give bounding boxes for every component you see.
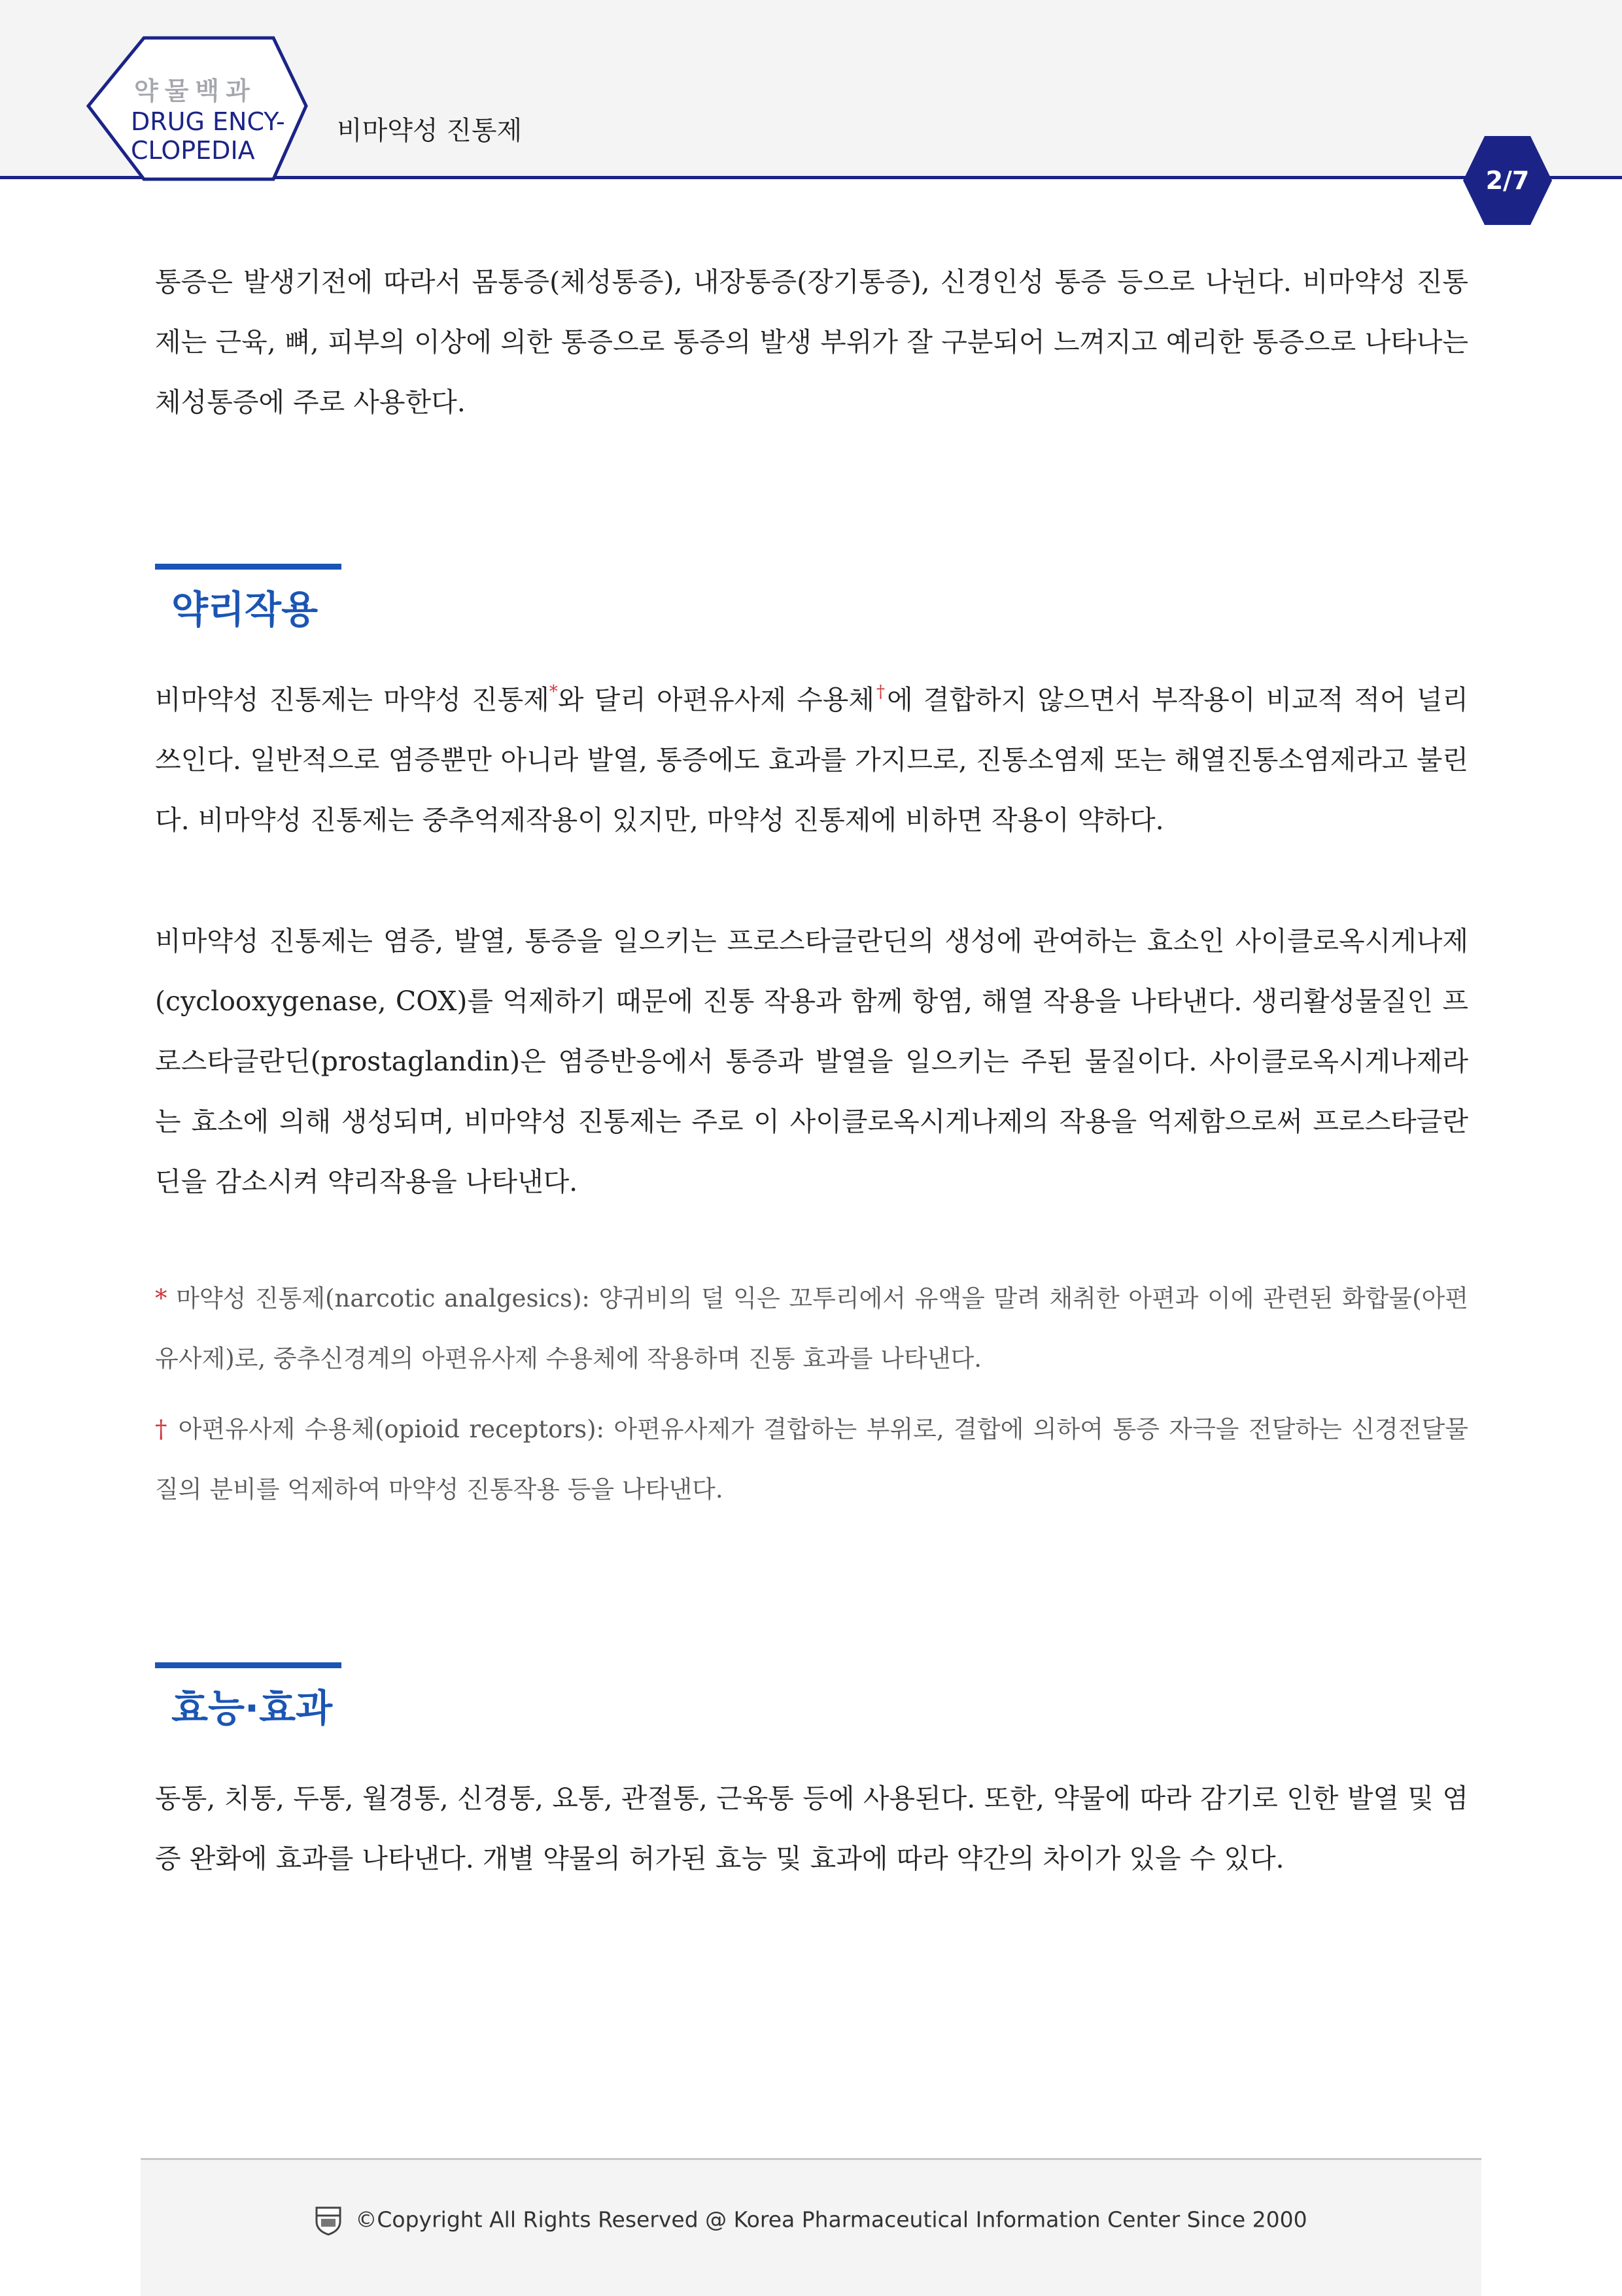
efficacy-paragraph: 동통, 치통, 두통, 월경통, 신경통, 요통, 관절통, 근육통 등에 사용된다. 또한, 약물에 따라 감기로 인한 발열 및 염증 완화에 효과를 나타낸다. 개별 약물의 허가된 효능 및 효과에 따라 약간의 차이가 있을 수 있다. [155, 1783, 1468, 1874]
kpic-shield-icon [315, 2206, 342, 2236]
footer-copyright: ©Copyright All Rights Reserved @ Korea Pharmaceutical Information Center Since 2000 [355, 2206, 1307, 2233]
footnote-opioid [155, 1399, 1468, 1520]
p1-text-b: 와 달리 아편유사제 수용체 [557, 684, 874, 715]
logo-korean: 약물백과 [134, 77, 256, 105]
page-badge [1462, 134, 1553, 227]
footnote-dagger: † [155, 1415, 169, 1443]
logo-line-2: CLOPEDIA [131, 136, 255, 165]
footer-copyright-line [141, 2206, 1481, 2236]
footnote-mark-asterisk: * [549, 682, 558, 702]
document-title: 비마약성 진통제 [337, 116, 523, 146]
footnote-asterisk: * [155, 1284, 167, 1312]
intro-paragraph: 통증은 발생기전에 따라서 몸통증(체성통증), 내장통증(장기통증), 신경인성 통증 등으로 나뉜다. 비마약성 진통제는 근육, 뼈, 피부의 이상에 의한 통증으로 통증의 발생 부위가 잘 구분되어 느껴지고 예리한 통증으로 나타나는 체성통증에 주로 사용한다. [155, 266, 1468, 418]
footnote-narcotic-text: 마약성 진통제(narcotic analgesics): 양귀비의 덜 익은 꼬투리에서 유액을 말려 채취한 아편과 이에 관련된 화합물(아편유사제)로, 중추신경계의 아편유사제 수용체에 작용하며 진통 효과를 나타낸다. [155, 1284, 1469, 1373]
footnote-opioid-text: 아편유사제 수용체(opioid receptors): 아편유사제가 결합하는 부위로, 결합에 의하여 통증 자극을 전달하는 신경전달물질의 분비를 억제하여 마약성 진통작용 등을 나타낸다. [155, 1415, 1469, 1503]
pharmacology-paragraph-2: 비마약성 진통제는 염증, 발열, 통증을 일으키는 프로스타글란딘의 생성에 관여하는 효소인 사이클로옥시게나제(cyclooxygenase, COX)를 억제하기 때문에 진통 작용과 함께 항염, 해열 작용을 나타낸다. 생리활성물질인 프로스타글란딘(prostaglandin)은 염증반응에서 통증과 발열을 일으키는 주된 물질이다. 사이클로옥시게나제라는 효소에 의해 생성되며, 비마약성 진통제는 주로 이 사이클로옥시게나제의 작용을 억제함으로써 프로스타글란딘을 감소시켜 약리작용을 나타낸다. [155, 925, 1468, 1197]
section-title-pharmacology: 약리작용 [171, 587, 319, 632]
p1-text-c: 에 결합하지 않으면서 부작용이 비교적 적어 널리 쓰인다. 일반적으로 염증뿐만 아니라 발열, 통증에도 효과를 가지므로, 진통소염제 또는 해열진통소염제라고 불린다. 비마약성 진통제는 중추억제작용이 있지만, 마약성 진통제에 비하면 작용이 약하다. [155, 684, 1468, 836]
footnote-mark-dagger: † [874, 682, 888, 702]
page-number: 2/7 [1485, 166, 1530, 195]
section-rule-pharmacology [155, 564, 341, 570]
p1-text-a: 비마약성 진통제는 마약성 진통제 [155, 684, 549, 715]
pharmacology-paragraph-1 [155, 670, 1468, 850]
section-title-efficacy: 효능·효과 [171, 1686, 333, 1730]
logo-line-1: DRUG ENCY- [131, 107, 285, 136]
section-rule-efficacy [155, 1662, 341, 1668]
page-footer [141, 2158, 1481, 2296]
footnote-narcotic [155, 1269, 1468, 1389]
